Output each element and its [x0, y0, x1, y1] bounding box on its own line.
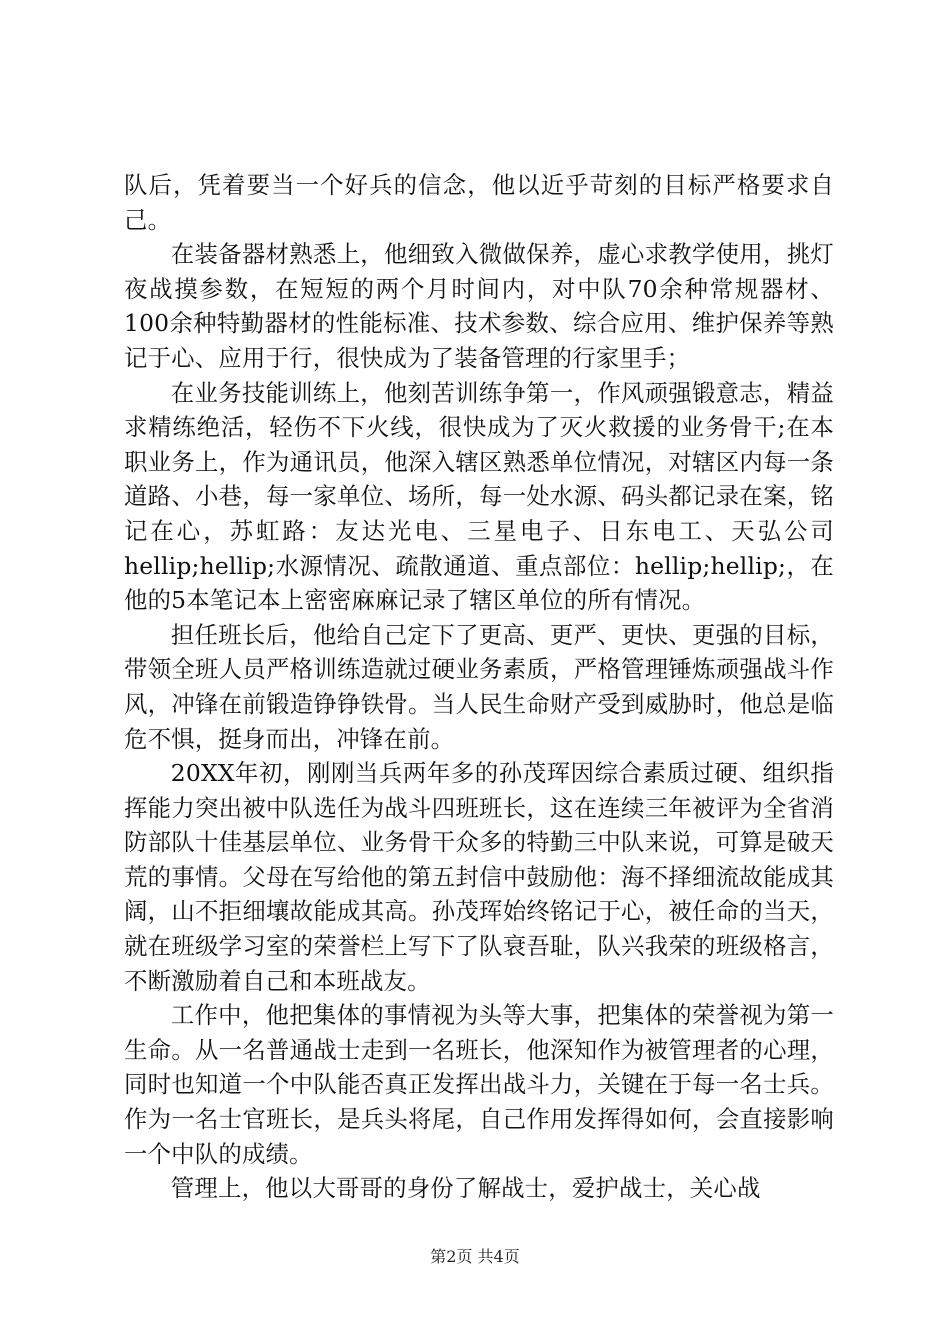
paragraph-1: 队后，凭着要当一个好兵的信念，他以近乎苛刻的目标严格要求自己。: [124, 171, 834, 234]
paragraph-2: 在装备器材熟悉上，他细致入微做保养，虚心求教学使用，挑灯夜战摸参数，在短短的两个月时间内，对中队70余种常规器材、100余种特勤器材的性能标准、技术参数、综合应用、维护保养等熟记于心、应用于行，很快成为了装备管理的行家里手；: [124, 240, 834, 372]
paragraph-4: 担任班长后，他给自己定下了更高、更严、更快、更强的目标，带领全班人员严格训练造就过硬业务素质，严格管理锤炼顽强战斗作风，冲锋在前锻造铮铮铁骨。当人民生命财产受到威胁时，他总是临危不惧，挺身而出，冲锋在前。: [124, 620, 834, 753]
page-number: 第2页 共4页: [430, 1247, 520, 1266]
paragraph-6: 工作中，他把集体的事情视为头等大事，把集体的荣誉视为第一生命。从一名普通战士走到一名班长，他深知作为被管理者的心理，同时也知道一个中队能否真正发挥出战斗力，关键在于每一名士兵。作为一名士官班长，是兵头将尾，自己作用发挥得如何，会直接影响一个中队的成绩。: [124, 1001, 834, 1168]
page-footer: [0, 1244, 950, 1267]
paragraph-3: 在业务技能训练上，他刻苦训练争第一，作风顽强锻意志，精益求精练绝活，轻伤不下火线，很快成为了灭火救援的业务骨干;在本职业务上，作为通讯员，他深入辖区熟悉单位情况，对辖区内每一条道路、小巷，每一家单位、场所，每一处水源、码头都记录在案，铭记在心，苏虹路：友达光电、三星电子、日东电工、天弘公司hellip;hellip;水源情况、疏散通道、重点部位：hellip;hellip;，在他的5本笔记本上密密麻麻记录了辖区单位的所有情况。: [124, 378, 834, 615]
paragraph-7: 管理上，他以大哥哥的身份了解战士，爱护战士，关心战: [170, 1174, 761, 1203]
document-body: [124, 168, 834, 1206]
paragraph-5: 20XX年初，刚刚当兵两年多的孙茂珲因综合素质过硬、组织指挥能力突出被中队选任为战斗四班班长，这在连续三年被评为全省消防部队十佳基层单位、业务骨干众多的特勤三中队来说，可算是破天荒的事情。父母在写给他的第五封信中鼓励他：海不择细流故能成其阔，山不拒细壤故能成其高。孙茂珲始终铭记于心，被任命的当天，就在班级学习室的荣誉栏上写下了队衰吾耻，队兴我荣的班级格言，不断激励着自己和本班战友。: [124, 759, 834, 995]
